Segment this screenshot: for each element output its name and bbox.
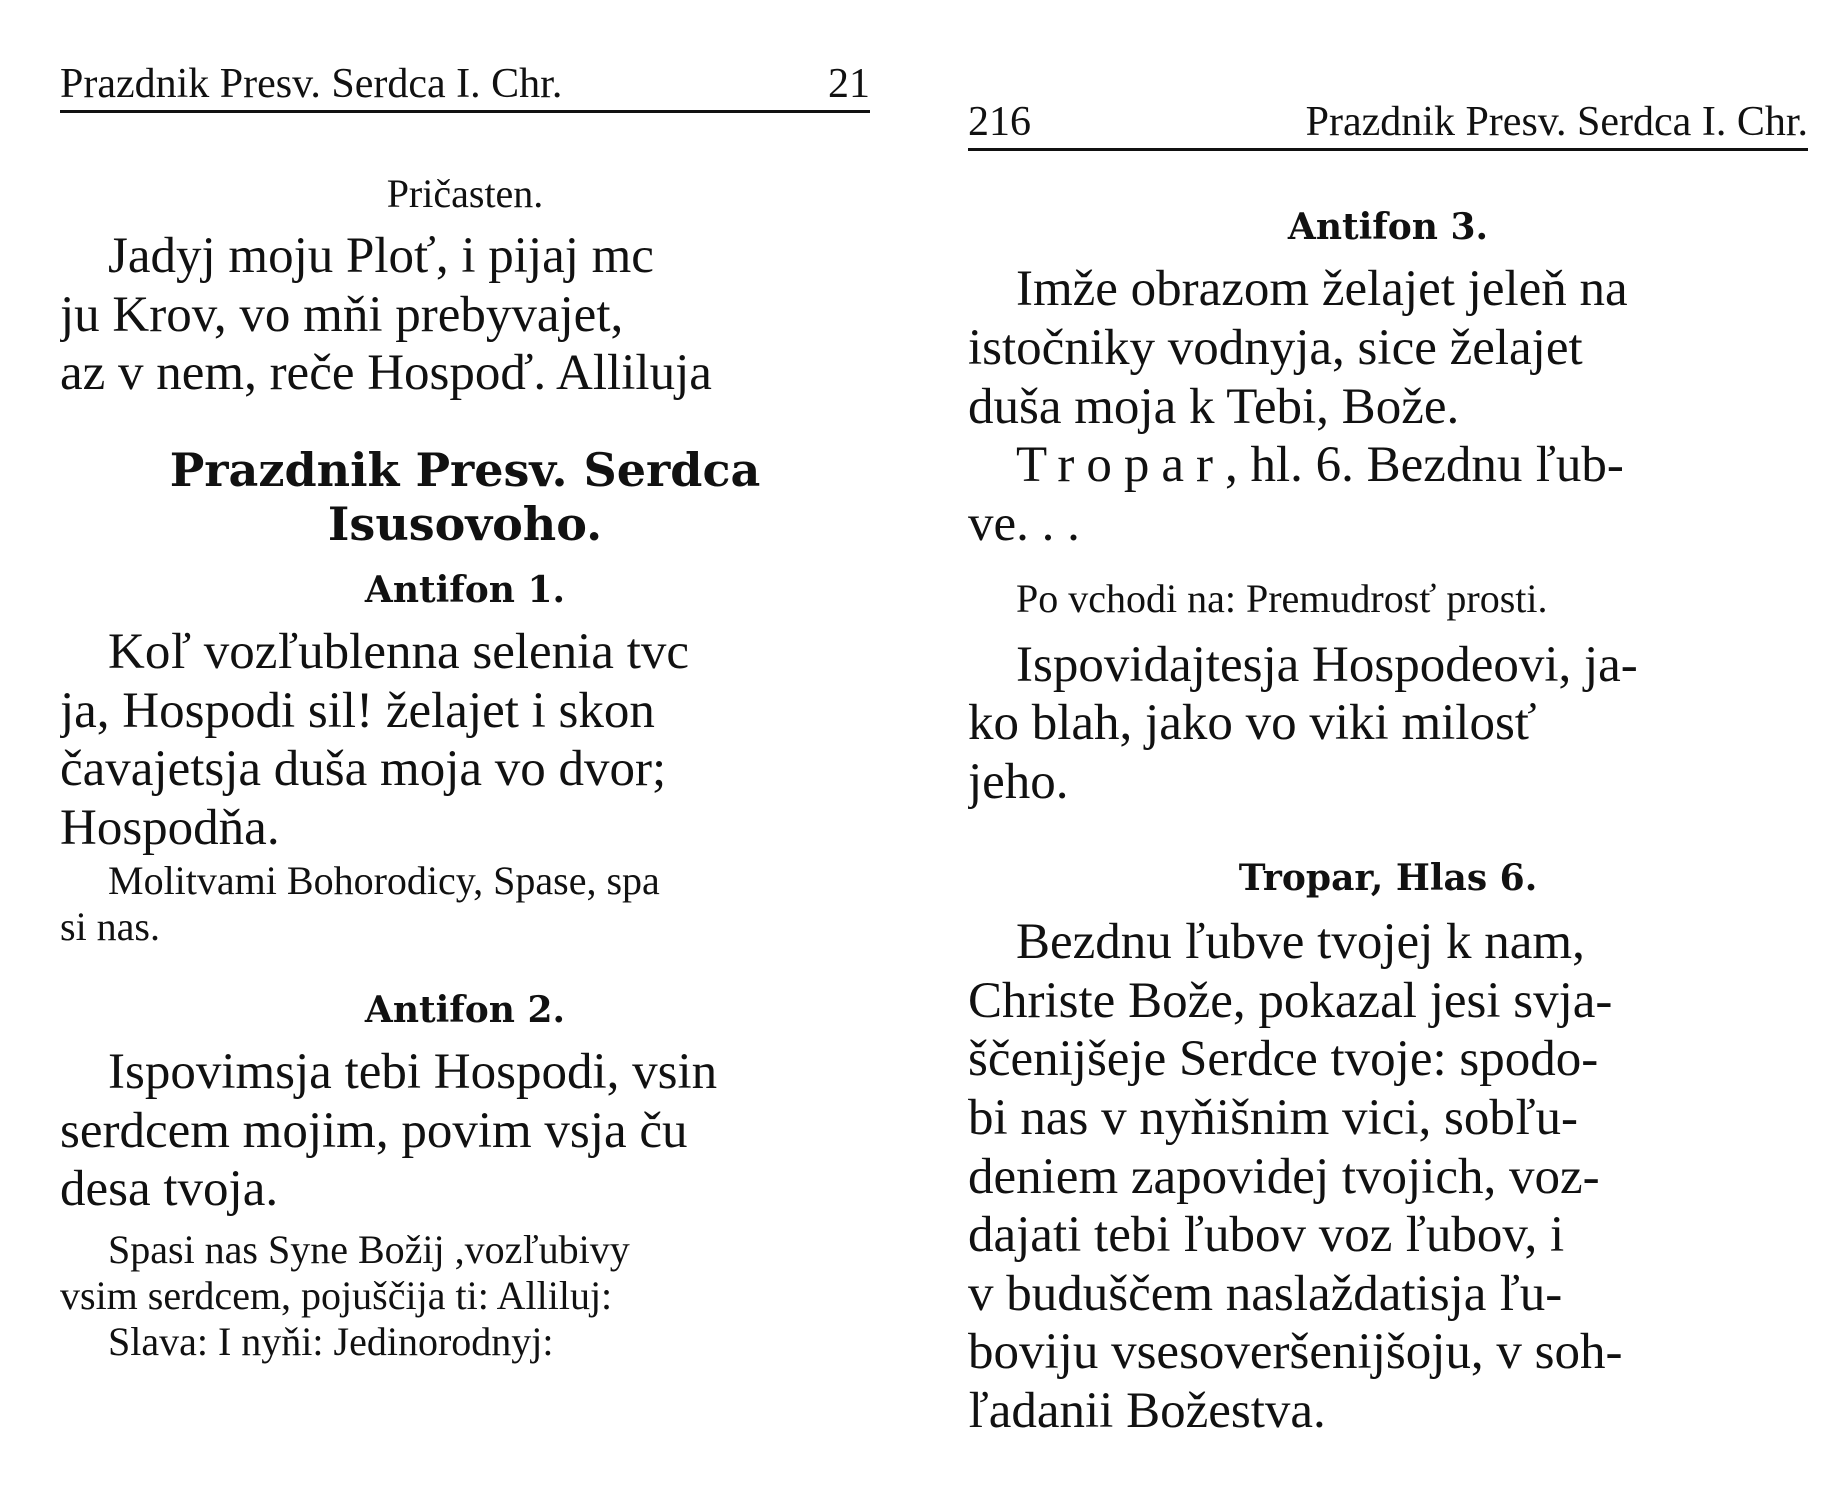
antifon1-text: [60, 623, 870, 858]
section-heading-antifon3: Antifon 3.: [1287, 206, 1489, 249]
text-line: az v nem, reče Hospoď. Alliluja: [60, 345, 712, 402]
text-line: ľadanii Božestva.: [968, 1383, 1326, 1440]
feast-title-line: Prazdnik Presv. Serdca: [169, 443, 761, 498]
text-line: Imže obrazom želajet jeleň na: [1016, 261, 1628, 318]
text-line: dajati tebi ľubov voz ľubov, i: [968, 1207, 1565, 1264]
text-line: ko blah, jako vo viki milosť: [968, 695, 1537, 752]
text-line: Christe Bože, pokazal jesi svja-: [968, 972, 1613, 1029]
running-head-title: Prazdnik Presv. Serdca I. Chr.: [1305, 99, 1808, 145]
text-line: serdcem mojim, povim vsja ču: [60, 1102, 688, 1159]
left-page: [60, 0, 870, 1500]
section-heading-antifon2: Antifon 2.: [364, 988, 566, 1031]
section-heading-tropar: Tropar, Hlas 6.: [1238, 856, 1538, 899]
section-heading-antifon1: Antifon 1.: [364, 568, 566, 611]
tropar-reference-rest: , hl. 6. Bezdnu ľub-: [1224, 437, 1624, 494]
text-line: Hospodňa.: [60, 799, 280, 856]
tropar-reference: [968, 436, 1808, 495]
antifon3-text: [968, 260, 1808, 553]
text-line: bi nas v nyňišnim vici, sobľu-: [968, 1089, 1579, 1146]
tropar-text: [968, 913, 1808, 1441]
text-line: istočniky vodnyja, sice želajet: [968, 320, 1583, 377]
text-line: boviju vsesoveršenijšoju, v soh-: [968, 1324, 1623, 1381]
pricasten-text: [60, 227, 870, 403]
text-line: ju Krov, vo mňi prebyvajet,: [60, 286, 624, 343]
text-line: čavajetsja duša moja vo dvor;: [60, 741, 667, 798]
section-heading-pricasten: Pričasten.: [386, 171, 544, 217]
text-line: Jadyj moju Ploť, i pijaj mc: [108, 228, 654, 285]
text-line: jeho.: [968, 753, 1069, 810]
page-number: 216: [968, 99, 1031, 145]
antifon1-refrain: [60, 858, 870, 950]
right-page: [968, 0, 1808, 1500]
text-line: ja, Hospodi sil! želajet i skon: [60, 682, 655, 739]
text-line: Ispovidajtesja Hospodeovi, ja-: [1016, 636, 1638, 693]
text-line: deniem zapovidej tvojich, voz-: [968, 1148, 1600, 1205]
text-line: v buduščem naslaždatisja ľu-: [968, 1265, 1563, 1322]
text-line: Koľ vozľublenna selenia tvc: [108, 623, 689, 680]
text-line: duša moja k Tebi, Bože.: [968, 378, 1460, 435]
text-line: Slava: I nyňi: Jedinorodnyj:: [108, 1318, 554, 1364]
text-line: ščenijšeje Serdce tvoje: spodo-: [968, 1031, 1599, 1088]
antifon2-refrain: [60, 1227, 870, 1365]
vchod-note: Po vchodi na: Premudrosť prosti.: [1016, 575, 1548, 621]
text-line: Molitvami Bohorodicy, Spase, spa: [108, 857, 660, 903]
text-line: si nas.: [60, 903, 160, 949]
text-line: vsim serdcem, pojuščija ti: Alliluj:: [60, 1272, 613, 1318]
left-running-head: [60, 62, 870, 113]
feast-title: [60, 443, 870, 552]
text-line: Spasi nas Syne Božij ,vozľubivy: [108, 1226, 630, 1272]
text-line: desa tvoja.: [60, 1161, 279, 1218]
feast-title-line: Isusovoho.: [327, 497, 603, 552]
running-head-title: Prazdnik Presv. Serdca I. Chr.: [60, 61, 563, 107]
page-number: 21: [828, 61, 870, 107]
text-line: Ispovimsja tebi Hospodi, vsin: [108, 1043, 718, 1100]
tropar-word: Tropar: [1016, 437, 1225, 494]
text-line: Bezdnu ľubve tvojej k nam,: [1016, 914, 1585, 970]
text-line: ve. . .: [968, 496, 1080, 553]
vchod-text: [968, 636, 1808, 812]
antifon2-text: [60, 1043, 870, 1219]
right-running-head: [968, 100, 1808, 151]
